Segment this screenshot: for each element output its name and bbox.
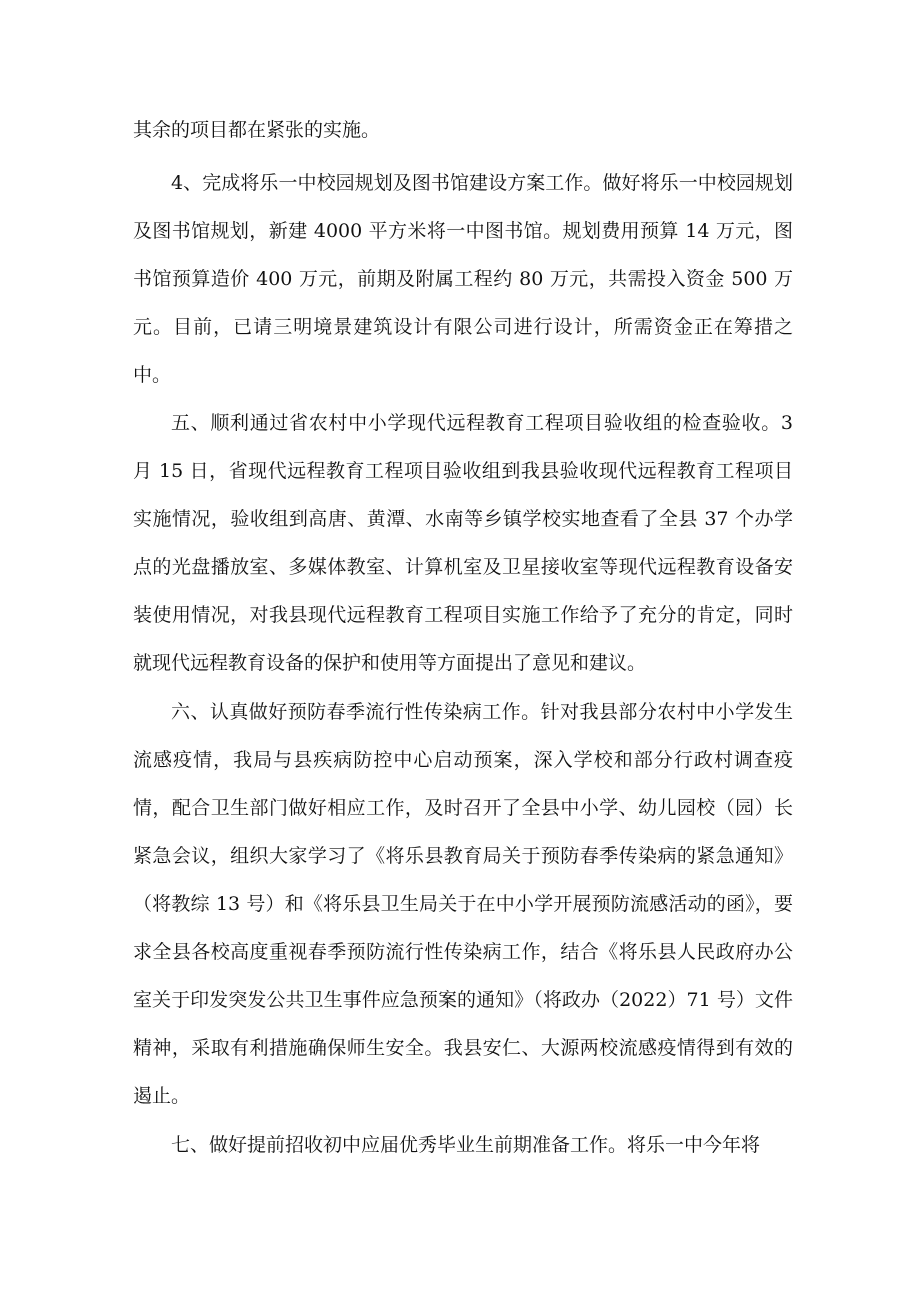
paragraph-continuation: 其余的项目都在紧张的实施。 xyxy=(133,119,381,141)
paragraph-section-6-disease-prevention: 六、认真做好预防春季流行性传染病工作。针对我县部分农村中小学发生流感疫情，我局与县疾病防控中心启动预案，深入学校和部分行政村调查疫情，配合卫生部门做好相应工作，及时召开了全县中小学、幼儿园校（园）长紧急会议，组织大家学习了《将乐县教育局关于预防春季传染病的紧急通知》（将教综 13 号）和《将乐县卫生局关于在中小学开展预防流感活动的函》，要求全县各校高度重视春季预防流行性传染病工作，结合《将乐县人民政府办公室关于印发突发公共卫生事件应急预案的通知》（将政办（2022）71 号）文件精神，采取有利措施确保师生安全。我县安仁、大源两校流感疫情得到有效的遏止。 xyxy=(133,701,793,1107)
paragraph-section-5-remote-education: 五、顺利通过省农村中小学现代远程教育工程项目验收组的检查验收。3 月 15 日，省现代远程教育工程项目验收组到我县验收现代远程教育工程项目实施情况，验收组到高唐、黄潭、水南等乡镇学校实地查看了全县 37 个办学点的光盘播放室、多媒体教室、计算机室及卫星接收室等现代远程教育设备安装使用情况，对我县现代远程教育工程项目实施工作给予了充分的肯定，同时就现代远程教育设备的保护和使用等方面提出了意见和建议。 xyxy=(133,412,793,674)
paragraph-section-7-enrollment: 七、做好提前招收初中应届优秀毕业生前期准备工作。将乐一中今年将 xyxy=(171,1134,761,1156)
paragraph-item-4-library-plan: 4、完成将乐一中校园规划及图书馆建设方案工作。做好将乐一中校园规划及图书馆规划，新建 4000 平方米将一中图书馆。规划费用预算 14 万元，图书馆预算造价 400 万元，前期及附属工程约 80 万元，共需投入资金 500 万元。目前，已请三明境景建筑设计有限公司进行设计，所需资金正在筹措之中。 xyxy=(133,172,793,386)
